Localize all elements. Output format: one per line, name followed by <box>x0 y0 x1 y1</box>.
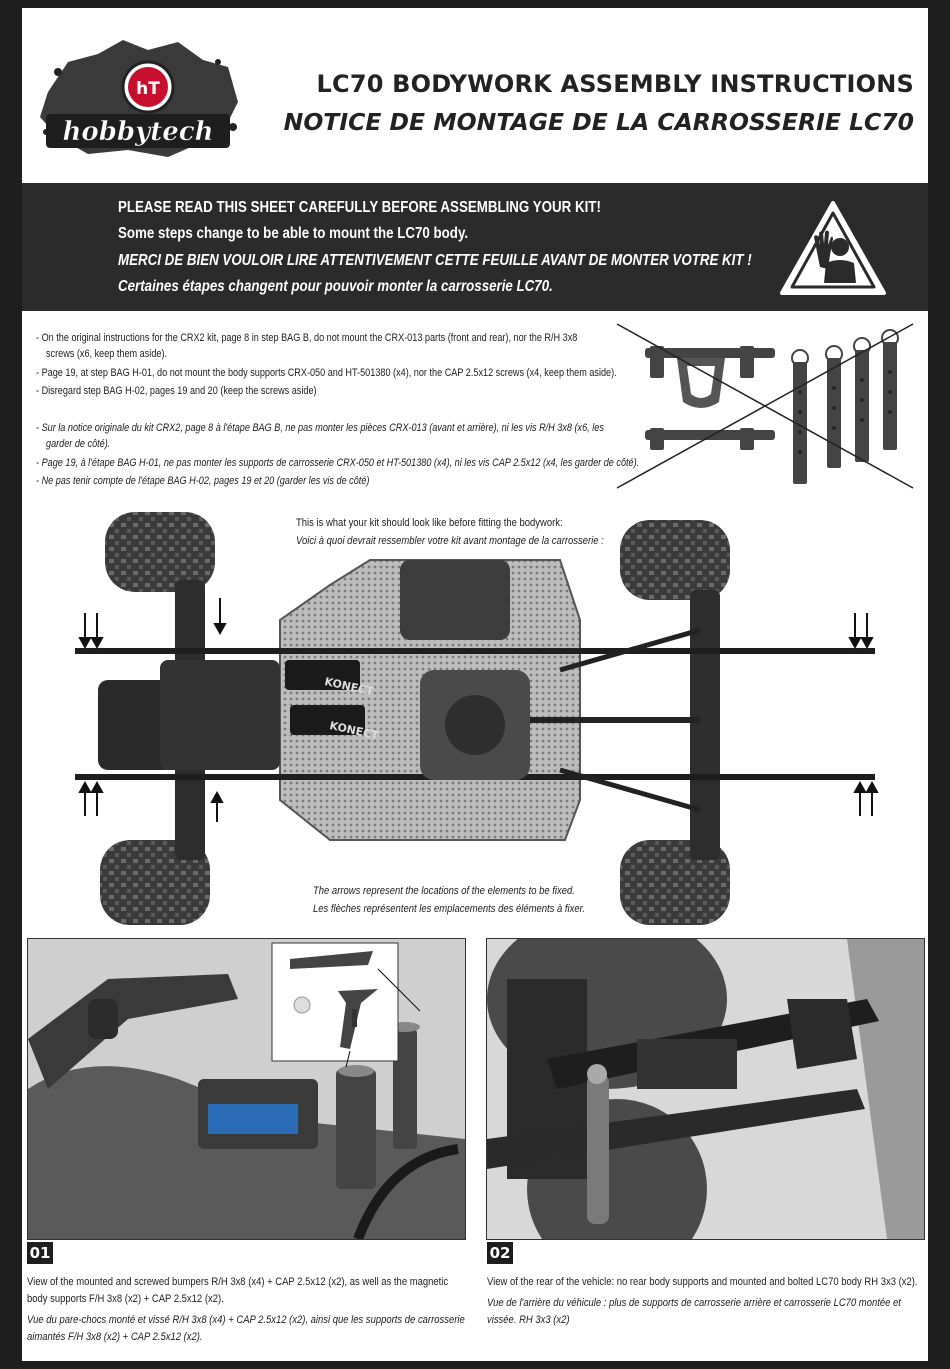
svg-text:hT: hT <box>136 79 160 99</box>
crossed-out-parts-image <box>615 322 915 490</box>
step-01-text-en-1: View of the mounted and screwed bumpers R/H 3x8 (x4) + CAP 2.5x12 (x2), as well as the magnetic <box>27 1276 449 1288</box>
step-02-text-en-1: View of the rear of the vehicle: no rear body supports and mounted and bolted LC70 body RH 3x3 (x2). <box>487 1276 918 1288</box>
banner-line-3: MERCI DE BIEN VOULOIR LIRE ATTENTIVEMENT CETTE FEUILLE AVANT DE MONTER VOTRE KIT ! <box>118 252 752 269</box>
note-fr-3: - Ne pas tenir compte de l'étape BAG H-02, pages 19 et 20 (garder les vis de côté) <box>36 475 370 487</box>
title-english: LC70 BODYWORK ASSEMBLY INSTRUCTIONS <box>316 70 914 98</box>
step-02-text-fr-1: Vue de l'arrière du véhicule : plus de supports de carrosserie arrière et carrosserie LC70 montée et <box>487 1297 901 1309</box>
hobbytech-logo <box>28 32 243 162</box>
note-fr-1: - Sur la notice originale du kit CRX2, page 8 à l'étape BAG B, ne pas monter les pièces CRX-013 (avant et arrière), ni les vis R/H 3x8 (x6, les <box>36 422 604 434</box>
chassis-caption-fr: Voici à quoi devrait ressembler votre kit avant montage de la carrosserie : <box>296 535 604 547</box>
step-02-text-fr-2: vissée. RH 3x3 (x2) <box>487 1314 570 1326</box>
note-fr-1b: garder de côté). <box>46 438 111 450</box>
step-02-photo <box>486 938 925 1240</box>
step-01-photo <box>27 938 466 1240</box>
chassis-top-view-image <box>60 510 900 930</box>
arrows-caption-en: The arrows represent the locations of the elements to be fixed. <box>313 885 575 897</box>
chassis-caption-en: This is what your kit should look like before fitting the bodywork: <box>296 517 563 529</box>
step-01-text-fr-1: Vue du pare-chocs monté et vissé R/H 3x8 (x4) + CAP 2.5x12 (x2), ainsi que les supports de carrosserie <box>27 1314 465 1326</box>
note-en-1: - On the original instructions for the CRX2 kit, page 8 in step BAG B, do not mount the CRX-013 parts (front and rear), nor the R/H 3x8 <box>36 332 578 344</box>
svg-text:KONECT: KONECT <box>323 675 375 699</box>
banner-line-1: PLEASE READ THIS SHEET CAREFULLY BEFORE ASSEMBLING YOUR KIT! <box>118 199 601 216</box>
arrows-caption-fr: Les flèches représentent les emplacements des éléments à fixer. <box>313 903 586 915</box>
note-en-3: - Disregard step BAG H-02, pages 19 and 20 (keep the screws aside) <box>36 385 317 397</box>
banner-line-2: Some steps change to be able to mount the LC70 body. <box>118 225 469 242</box>
banner-line-4: Certaines étapes changent pour pouvoir monter la carrosserie LC70. <box>118 278 553 295</box>
step-01-text-fr-2: aimantés F/H 3x8 (x2) + CAP 2.5x12 (x2). <box>27 1331 203 1343</box>
svg-text:KONECT: KONECT <box>328 719 380 743</box>
note-en-2: - Page 19, at step BAG H-01, do not mount the body supports CRX-050 and HT-501380 (x4), nor the CAP 2.5x12 screws (x4, keep them aside). <box>36 367 617 379</box>
note-fr-2: - Page 19, à l'étape BAG H-01, ne pas monter les supports de carrosserie CRX-050 et HT-501380 (x4), ni les vis CAP 2.5x12 (x4, les garder de côté). <box>36 457 640 469</box>
note-en-1b: screws (x6, keep them aside). <box>46 348 168 360</box>
step-01-number: 01 <box>27 1242 53 1264</box>
svg-text:hobbytech: hobbytech <box>62 117 214 147</box>
step-01-text-en-2: body supports F/H 3x8 (x2) + CAP 2.5x12 (x2). <box>27 1293 224 1305</box>
title-french: NOTICE DE MONTAGE DE LA CARROSSERIE LC70 <box>283 108 914 136</box>
warning-banner <box>22 183 928 311</box>
tire-rear-left <box>620 520 730 600</box>
step-02-number: 02 <box>487 1242 513 1264</box>
warning-hand-icon <box>778 199 888 297</box>
